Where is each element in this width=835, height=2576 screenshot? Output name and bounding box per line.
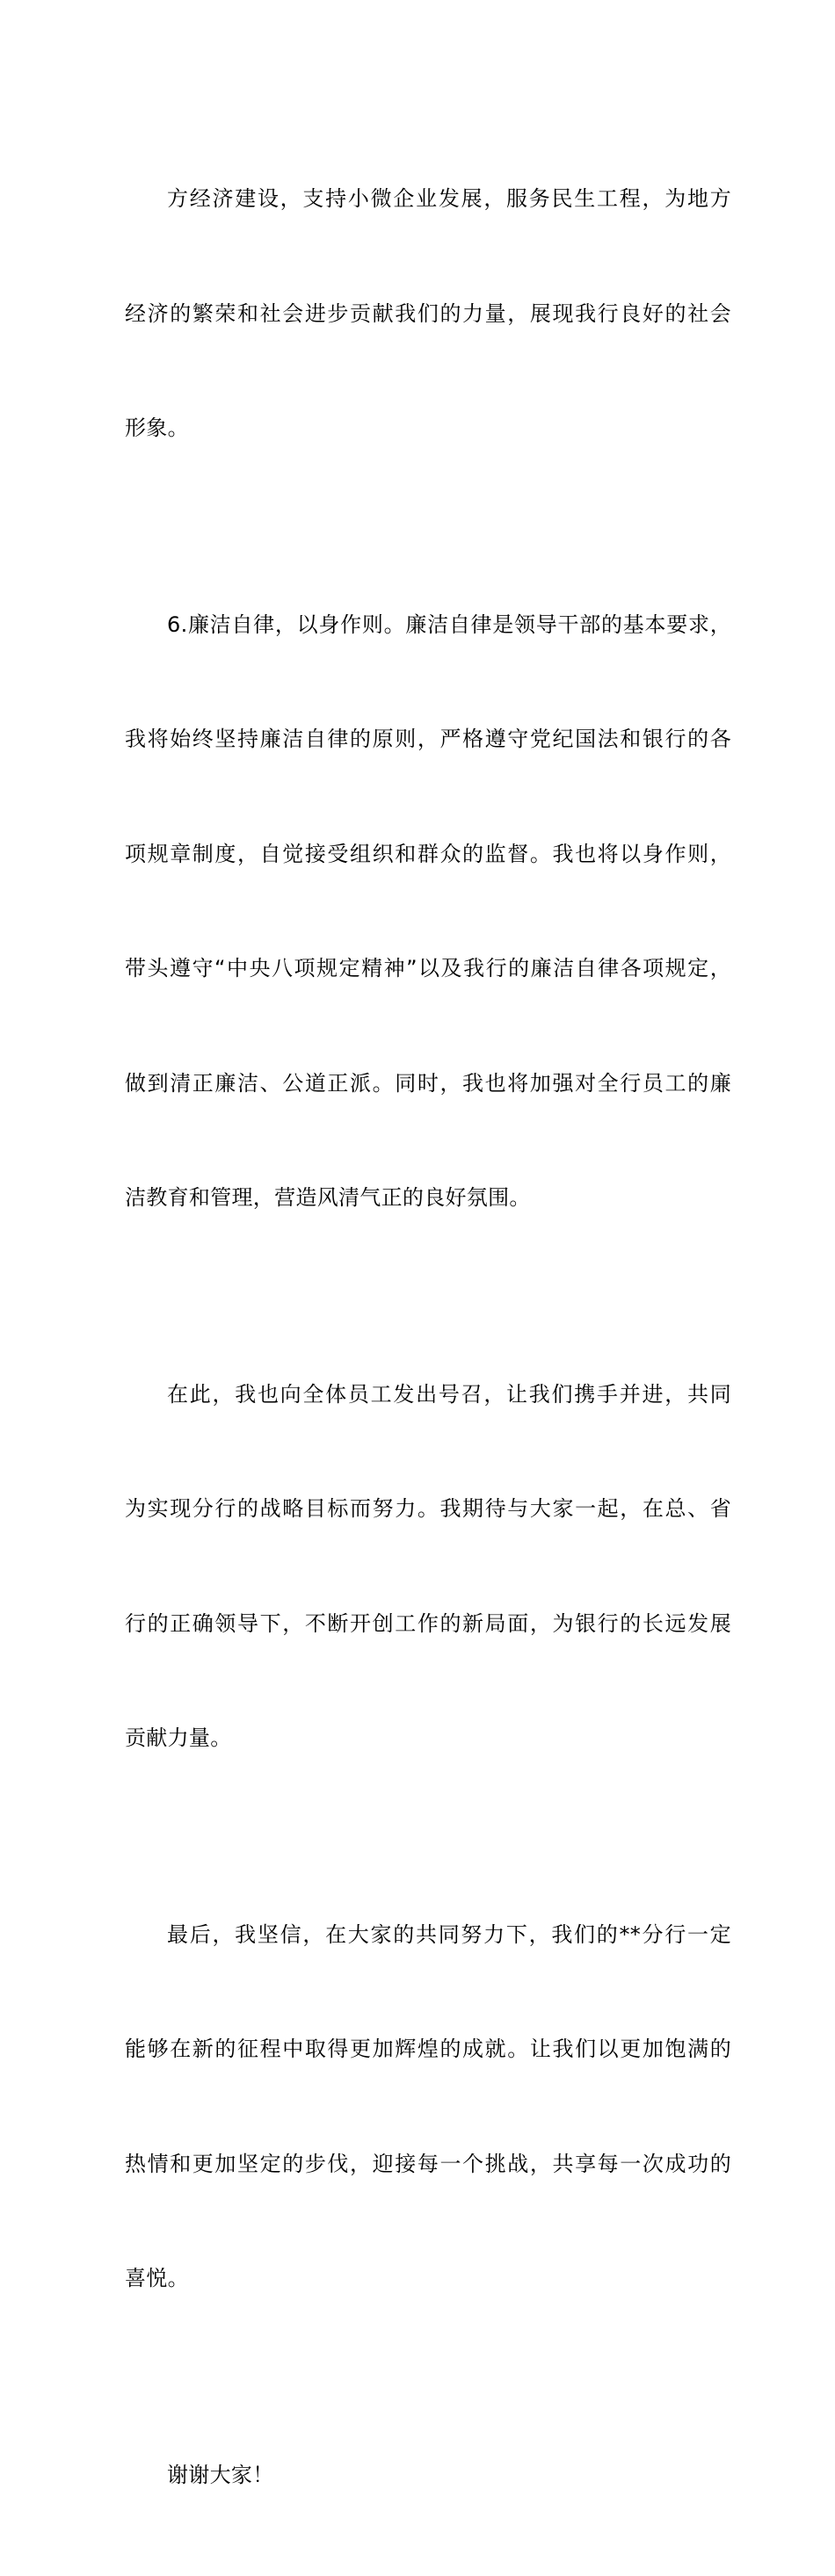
paragraph-line: 项规章制度，自觉接受组织和群众的监督。我也将以身作则， (125, 841, 731, 866)
paragraph-line: 热情和更加坚定的步伐，迎接每一个挑战，共享每一次成功的 (125, 2151, 731, 2176)
paragraph-line: 我将始终坚持廉洁自律的原则，严格遵守党纪国法和银行的各 (125, 727, 731, 751)
paragraph-3 (125, 1299, 731, 1834)
paragraph-line: 方经济建设，支持小微企业发展，服务民生工程，为地方 (167, 186, 731, 211)
paragraph-4 (125, 1840, 731, 2375)
paragraph-line: 喜悦。 (125, 2266, 189, 2290)
paragraph-5-closing (125, 2380, 731, 2572)
paragraph-2 (125, 530, 731, 1294)
paragraph-line: 能够在新的征程中取得更加辉煌的成就。让我们以更加饱满的 (125, 2037, 731, 2061)
paragraph-line: 贡献力量。 (125, 1726, 232, 1750)
document-body (125, 104, 731, 2576)
paragraph-line: 行的正确领导下，不断开创工作的新局面，为银行的长远发展 (125, 1610, 731, 1636)
paragraph-line: 洁教育和管理，营造风清气正的良好氛围。 (125, 1185, 531, 1210)
paragraph-line: 带头遵守“中央八项规定精神”以及我行的廉洁自律各项规定， (125, 956, 731, 980)
paragraph-line: 在此，我也向全体员工发出号召，让我们携手并进，共同 (167, 1381, 731, 1407)
paragraph-1 (125, 104, 731, 525)
paragraph-line: 6.廉洁自律，以身作则。廉洁自律是领导干部的基本要求， (167, 611, 731, 637)
paragraph-line: 形象。 (125, 416, 189, 440)
paragraph-line: 经济的繁荣和社会进步贡献我们的力量，展现我行良好的社会 (125, 300, 731, 326)
paragraph-line: 为实现分行的战略目标而努力。我期待与大家一起，在总、省 (125, 1496, 731, 1521)
paragraph-line: 最后，我坚信，在大家的共同努力下，我们的**分行一定 (167, 1921, 731, 1947)
closing-line: 谢谢大家！ (167, 2462, 274, 2487)
paragraph-line: 做到清正廉洁、公道正派。同时，我也将加强对全行员工的廉 (125, 1070, 731, 1096)
